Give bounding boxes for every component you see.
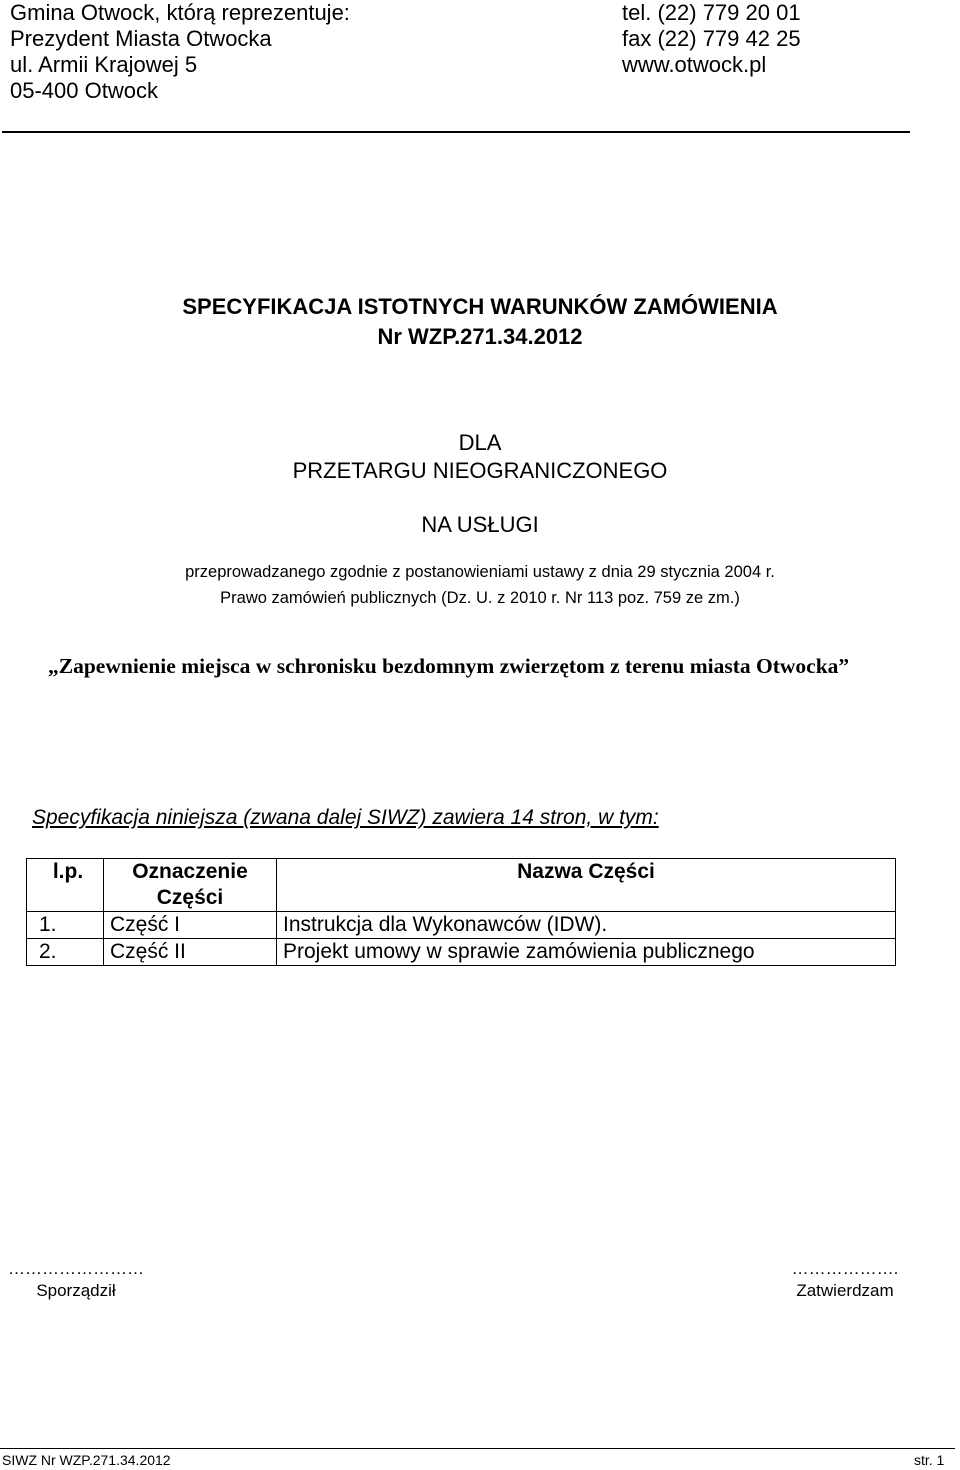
column-header-designation: Oznaczenie Części	[104, 859, 277, 912]
signature-prepared-by	[0, 1258, 152, 1302]
table-row	[27, 939, 896, 966]
footer-divider	[0, 1448, 955, 1449]
header-address-line: Prezydent Miasta Otwocka	[10, 26, 272, 51]
legal-basis-line-1: przeprowadzanego zgodnie z postanowieniami ustawy z dnia 29 stycznia 2004 r.	[185, 563, 775, 581]
header-phone: tel. (22) 779 20 01	[622, 0, 801, 25]
cell-designation: Część II	[104, 939, 277, 966]
cell-lp: 2.	[27, 939, 104, 966]
cell-name: Instrukcja dla Wykonawców (IDW).	[277, 912, 896, 939]
document-parts-table	[26, 858, 896, 966]
header-website: www.otwock.pl	[622, 52, 767, 77]
document-number: Nr WZP.271.34.2012	[377, 324, 583, 349]
signature-dots: ……………………	[8, 1259, 144, 1278]
footer-document-id: SIWZ Nr WZP.271.34.2012	[2, 1452, 171, 1468]
signature-label: Zatwierdzam	[796, 1281, 894, 1300]
column-header-lp: l.p.	[27, 859, 104, 912]
legal-basis-line-2: Prawo zamówień publicznych (Dz. U. z 2010 r. Nr 113 poz. 759 ze zm.)	[220, 589, 740, 607]
footer-page-number: str. 1	[914, 1452, 945, 1468]
header-address-block	[10, 0, 350, 104]
signature-dots: ……………….	[791, 1259, 899, 1278]
header-address-line: ul. Armii Krajowej 5	[10, 52, 198, 77]
tender-scope: NA USŁUGI	[421, 512, 539, 537]
table-header-row	[27, 859, 896, 912]
contract-subject: „Zapewnienie miejsca w schronisku bezdomnym zwierzętom z terenu miasta Otwocka”	[48, 654, 850, 678]
specification-note: Specyfikacja niniejsza (zwana dalej SIWZ) zawiera 14 stron, w tym:	[32, 806, 659, 829]
tender-type: PRZETARGU NIEOGRANICZONEGO	[292, 458, 668, 483]
signature-approved	[760, 1258, 930, 1302]
column-header-name: Nazwa Części	[277, 859, 896, 912]
table-row	[27, 912, 896, 939]
cell-name: Projekt umowy w sprawie zamówienia publicznego	[277, 939, 896, 966]
header-divider	[2, 131, 910, 133]
header-contact-block	[622, 0, 801, 78]
header-address-line: Gmina Otwock, którą reprezentuje:	[10, 0, 350, 25]
header-fax: fax (22) 779 42 25	[622, 26, 801, 51]
header-address-line: 05-400 Otwock	[10, 78, 158, 103]
document-title: SPECYFIKACJA ISTOTNYCH WARUNKÓW ZAMÓWIENIA	[182, 294, 778, 319]
cell-designation: Część I	[104, 912, 277, 939]
tender-dla: DLA	[458, 430, 502, 455]
signature-label: Sporządził	[36, 1281, 116, 1300]
cell-lp: 1.	[27, 912, 104, 939]
